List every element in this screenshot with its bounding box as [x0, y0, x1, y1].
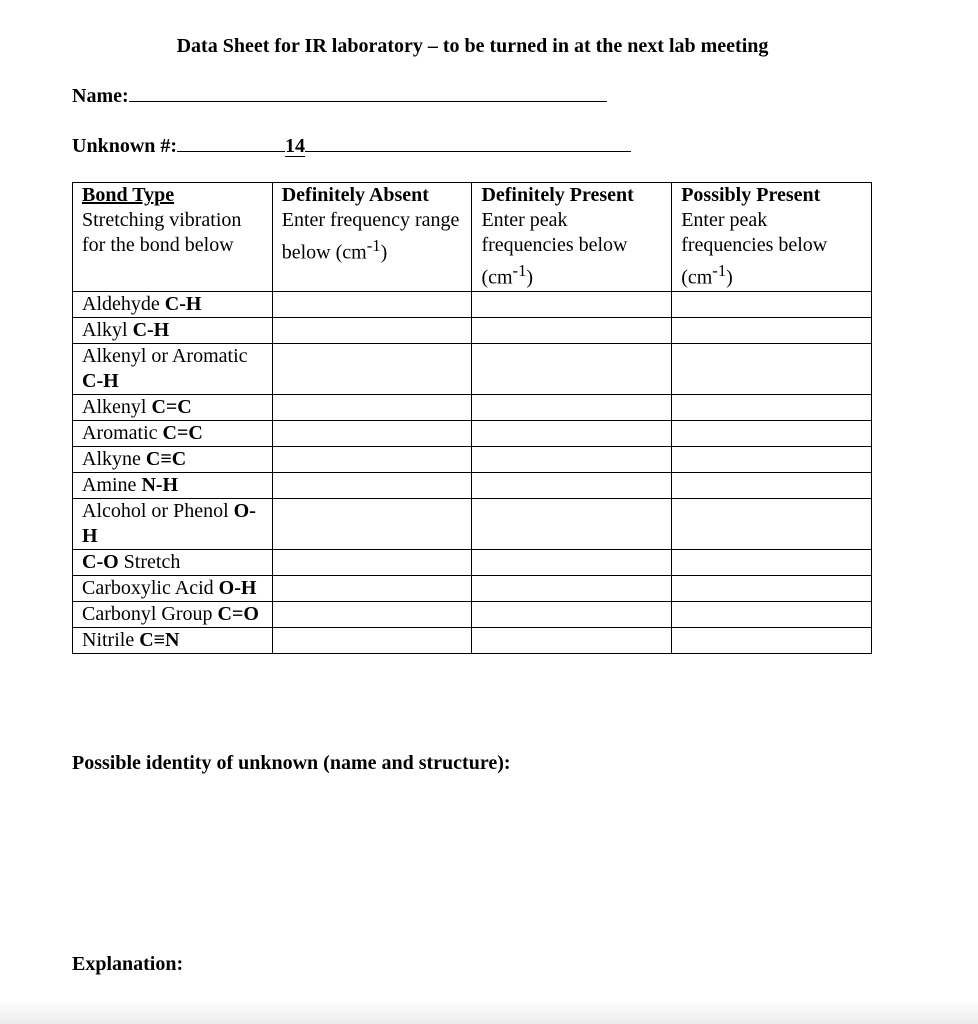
- table-row: [73, 627, 872, 653]
- bond-name: Alkyne: [82, 447, 146, 470]
- bond-formula: C≡N: [139, 628, 180, 651]
- header-definitely-present: [472, 183, 672, 292]
- bond-formula: C=C: [151, 395, 192, 418]
- unit-exponent: -1: [366, 236, 381, 255]
- name-field: [72, 85, 607, 108]
- possibly-cell[interactable]: [672, 601, 872, 627]
- absent-cell[interactable]: [272, 291, 472, 317]
- bond-type-cell: [73, 420, 273, 446]
- page-title: Data Sheet for IR laboratory – to be turned in at the next lab meeting: [176, 35, 769, 57]
- present-cell[interactable]: [472, 627, 672, 653]
- bond-formula: C-H: [132, 318, 170, 341]
- bond-type-cell: [73, 627, 273, 653]
- bond-type-cell: [73, 549, 273, 575]
- table-row: [73, 549, 872, 575]
- bond-name: Aldehyde: [82, 292, 165, 315]
- table-row: [73, 446, 872, 472]
- bond-name: Carboxylic Acid: [82, 576, 219, 599]
- header-possibly-present: [672, 183, 872, 292]
- absent-cell[interactable]: [272, 549, 472, 575]
- absent-cell[interactable]: [272, 627, 472, 653]
- table-row: [73, 343, 872, 394]
- bond-type-cell: [73, 575, 273, 601]
- bond-type-cell: [73, 472, 273, 498]
- table-row: [73, 601, 872, 627]
- present-cell[interactable]: [472, 317, 672, 343]
- absent-cell[interactable]: [272, 420, 472, 446]
- name-label: Name:: [72, 85, 129, 107]
- header-subtitle: Enter peak frequencies below (cm: [481, 209, 628, 289]
- header-title: Possibly Present: [681, 184, 821, 206]
- bond-formula: C=C: [162, 421, 203, 444]
- header-title: Bond Type: [82, 184, 175, 206]
- bond-type-cell: [73, 317, 273, 343]
- possibly-cell[interactable]: [672, 575, 872, 601]
- present-cell[interactable]: [472, 394, 672, 420]
- bond-formula: C=O: [217, 602, 259, 625]
- page-bottom-shadow: [0, 1000, 978, 1024]
- bond-name: Nitrile: [82, 628, 140, 651]
- possibly-cell[interactable]: [672, 549, 872, 575]
- absent-cell[interactable]: [272, 472, 472, 498]
- unknown-line-right: [305, 135, 631, 152]
- possibly-cell[interactable]: [672, 343, 872, 394]
- unit-exponent: -1: [512, 261, 527, 280]
- possibly-cell[interactable]: [672, 627, 872, 653]
- present-cell[interactable]: [472, 575, 672, 601]
- present-cell[interactable]: [472, 343, 672, 394]
- table-row: [73, 498, 872, 549]
- possibly-cell[interactable]: [672, 498, 872, 549]
- table-header-row: [73, 183, 872, 292]
- present-cell[interactable]: [472, 549, 672, 575]
- possibly-cell[interactable]: [672, 291, 872, 317]
- unit-exponent: -1: [712, 261, 727, 280]
- bond-name: Stretch: [118, 550, 181, 573]
- unknown-label: Unknown #:: [72, 135, 178, 157]
- header-definitely-absent: [272, 183, 472, 292]
- unknown-line-left: [177, 135, 285, 152]
- bond-type-cell: [73, 394, 273, 420]
- bond-type-cell: [73, 291, 273, 317]
- bond-name: Amine: [82, 473, 142, 496]
- bond-name: Alkenyl or Aromatic: [82, 344, 248, 367]
- possibly-cell[interactable]: [672, 394, 872, 420]
- bond-name: Aromatic: [82, 421, 163, 444]
- absent-cell[interactable]: [272, 498, 472, 549]
- possibly-cell[interactable]: [672, 472, 872, 498]
- bond-formula: O-H: [82, 499, 256, 547]
- bond-name: Alcohol or Phenol: [82, 499, 234, 522]
- table-row: [73, 472, 872, 498]
- absent-cell[interactable]: [272, 601, 472, 627]
- unknown-field: [72, 135, 631, 158]
- bond-name: Carbonyl Group: [82, 602, 218, 625]
- present-cell[interactable]: [472, 291, 672, 317]
- present-cell[interactable]: [472, 601, 672, 627]
- bond-formula: N-H: [141, 473, 179, 496]
- bond-formula: C-H: [82, 369, 119, 392]
- bond-formula: O-H: [218, 576, 257, 599]
- possibly-cell[interactable]: [672, 446, 872, 472]
- absent-cell[interactable]: [272, 343, 472, 394]
- absent-cell[interactable]: [272, 575, 472, 601]
- bond-type-cell: [73, 601, 273, 627]
- absent-cell[interactable]: [272, 394, 472, 420]
- table-row: [73, 394, 872, 420]
- present-cell[interactable]: [472, 420, 672, 446]
- unit-close: ): [526, 266, 534, 289]
- possibly-cell[interactable]: [672, 317, 872, 343]
- identity-label: Possible identity of unknown (name and structure):: [72, 752, 511, 774]
- bond-formula: C-O: [82, 550, 119, 573]
- present-cell[interactable]: [472, 472, 672, 498]
- possibly-cell[interactable]: [672, 420, 872, 446]
- header-subtitle: Stretching vibration for the bond below: [82, 209, 242, 256]
- header-title: Definitely Present: [481, 184, 634, 206]
- bond-formula: C-H: [164, 292, 202, 315]
- bond-formula: C≡C: [145, 447, 187, 470]
- header-subtitle: Enter frequency range below (cm: [281, 209, 460, 264]
- present-cell[interactable]: [472, 446, 672, 472]
- unit-close: ): [726, 266, 733, 289]
- bond-name: Alkenyl: [82, 395, 152, 418]
- ir-data-table: [72, 182, 872, 654]
- unknown-value[interactable]: 14: [285, 135, 306, 157]
- bond-type-cell: [73, 498, 273, 549]
- unit-close: ): [380, 241, 388, 264]
- present-cell[interactable]: [472, 498, 672, 549]
- bond-name: Alkyl: [82, 318, 133, 341]
- table-row: [73, 420, 872, 446]
- table-row: [73, 575, 872, 601]
- absent-cell[interactable]: [272, 317, 472, 343]
- bond-type-cell: [73, 343, 273, 394]
- header-bond-type: [73, 183, 273, 292]
- table-row: [73, 291, 872, 317]
- explanation-label: Explanation:: [72, 953, 184, 975]
- header-title: Definitely Absent: [281, 184, 429, 206]
- table-row: [73, 317, 872, 343]
- header-subtitle: Enter peak frequencies below (cm: [681, 209, 828, 289]
- absent-cell[interactable]: [272, 446, 472, 472]
- bond-type-cell: [73, 446, 273, 472]
- name-input[interactable]: [129, 85, 607, 102]
